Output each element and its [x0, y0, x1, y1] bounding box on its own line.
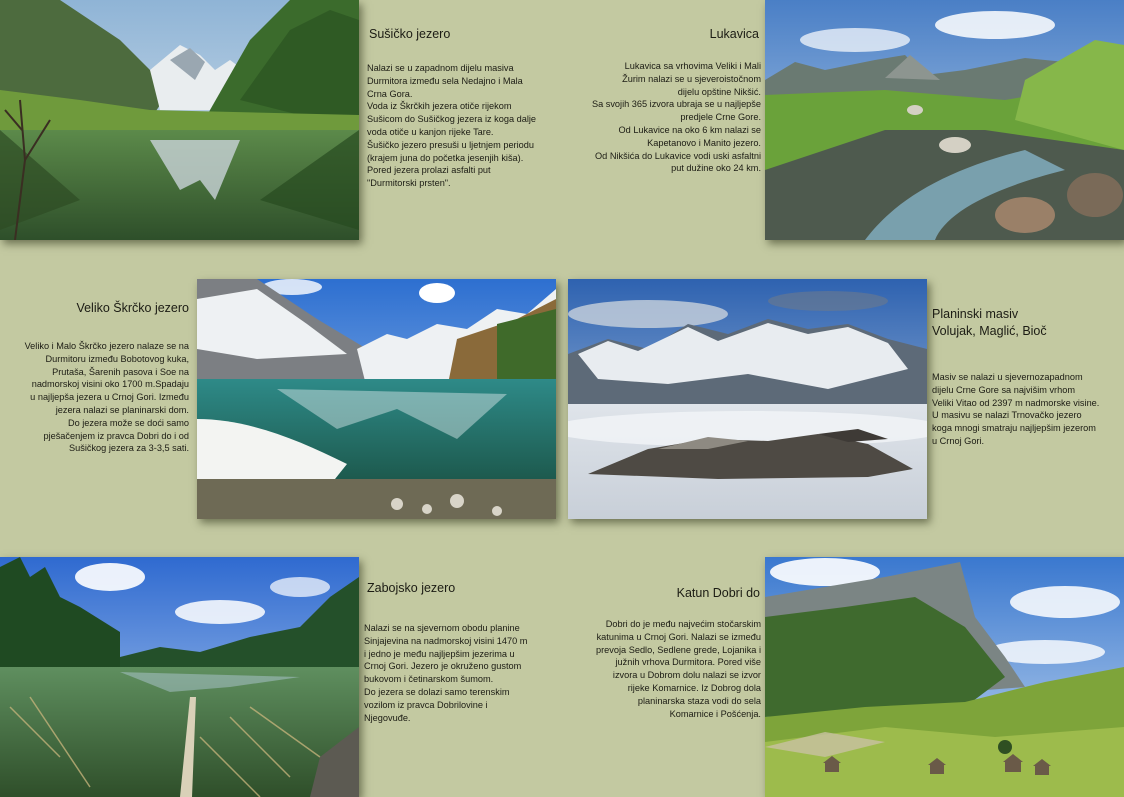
subtitle-planinski-masiv: Volujak, Maglić, Bioč [932, 324, 1047, 338]
photo-veliko-skrcko-jezero [197, 279, 556, 519]
text-planinski-masiv: Masiv se nalazi u sjevernozapadnom dijelu Crne Gore sa najvišim vrhom Veliki Vitao od 2397 m nadmorske visine. U masivu se nalazi Trnovačko jezero koga mnogi smatraju najljepšim jezerom u Crnoj Gori. [932, 372, 1100, 446]
text-katun-dobri-do: Dobri do je među najvećim stočarskim katunima u Crnoj Gori. Nalazi se između prevoja Sedlo, Sedlene grede, Lojanika i južnih vrhova Durmitora. Pored više izvora u Dobrom dolu nalazi se izvor rijeke Komarnice. Iz Dobrog dola planinarska staza vodi do sela Komarnice i Pošćenja. [596, 619, 761, 719]
title-zabojsko-jezero: Zabojsko jezero [367, 581, 456, 595]
title-veliko-skrcko-jezero: Veliko Škrčko jezero [76, 301, 189, 315]
title-lukavica: Lukavica [709, 27, 759, 41]
text-veliko-skrcko-jezero: Veliko i Malo Škrčko jezero nalaze se na Durmitoru između Bobotovog kuka, Prutaša, Šarenih pasova i Soe na nadmorskoj visini oko 1700 m.Spadaju u najljepša jezera u Crnoj Gori. Između jezera nalazi se planinarski dom. Do jezera može se doći samo pješačenjem iz pravca Dobri do i od Sušičkog jezera za 3-3,5 sati. [24, 341, 189, 454]
photo-zabojsko-jezero [0, 557, 359, 797]
text-zabojsko-jezero: Nalazi se na sjevernom obodu planine Sinjajevina na nadmorskoj visini 1470 m i jedno je među najljepšim jezerima u Crnoj Gori. Jezero je okruženo gustom bukovom i četinarskom šumom. Do jezera se dolazi samo terenskim vozilom iz pravca Dobrilovine i Njegovuđe. [364, 623, 528, 723]
photo-katun-dobri-do [765, 557, 1124, 797]
text-lukavica: Lukavica sa vrhovima Veliki i Mali Žurim nalazi se u sjeveroistočnom dijelu opštine Nikšić. Sa svojih 365 izvora ubraja se u najljepše predjele Crne Gore. Od Lukavice na oko 6 km nalazi se Kapetanovo i Manito jezero. Od Nikšića do Lukavice vodi uski asfaltni put dužine oko 24 km. [591, 61, 761, 174]
title-katun-dobri-do: Katun Dobri do [676, 586, 760, 600]
title-susicko-jezero: Sušičko jezero [369, 27, 451, 41]
title-planinski-masiv: Planinski masiv [932, 307, 1019, 321]
photo-planinski-masiv [568, 279, 927, 519]
text-susicko-jezero: Nalazi se u zapadnom dijelu masiva Durmitora između sela Nedajno i Mala Crna Gora. Voda iz Škrčkih jezera otiče rijekom Sušicom do Sušičkog jezera iz koga dalje voda otiče u kanjon rijeke Tare. Šušičko jezero presuši u ljetnjem periodu (krajem juna do početka jesenjih kiša). Pored jezera prolazi asfalti put "Durmitorski prsten". [367, 63, 537, 189]
photo-susicko-jezero [0, 0, 359, 240]
photo-lukavica [765, 0, 1124, 240]
